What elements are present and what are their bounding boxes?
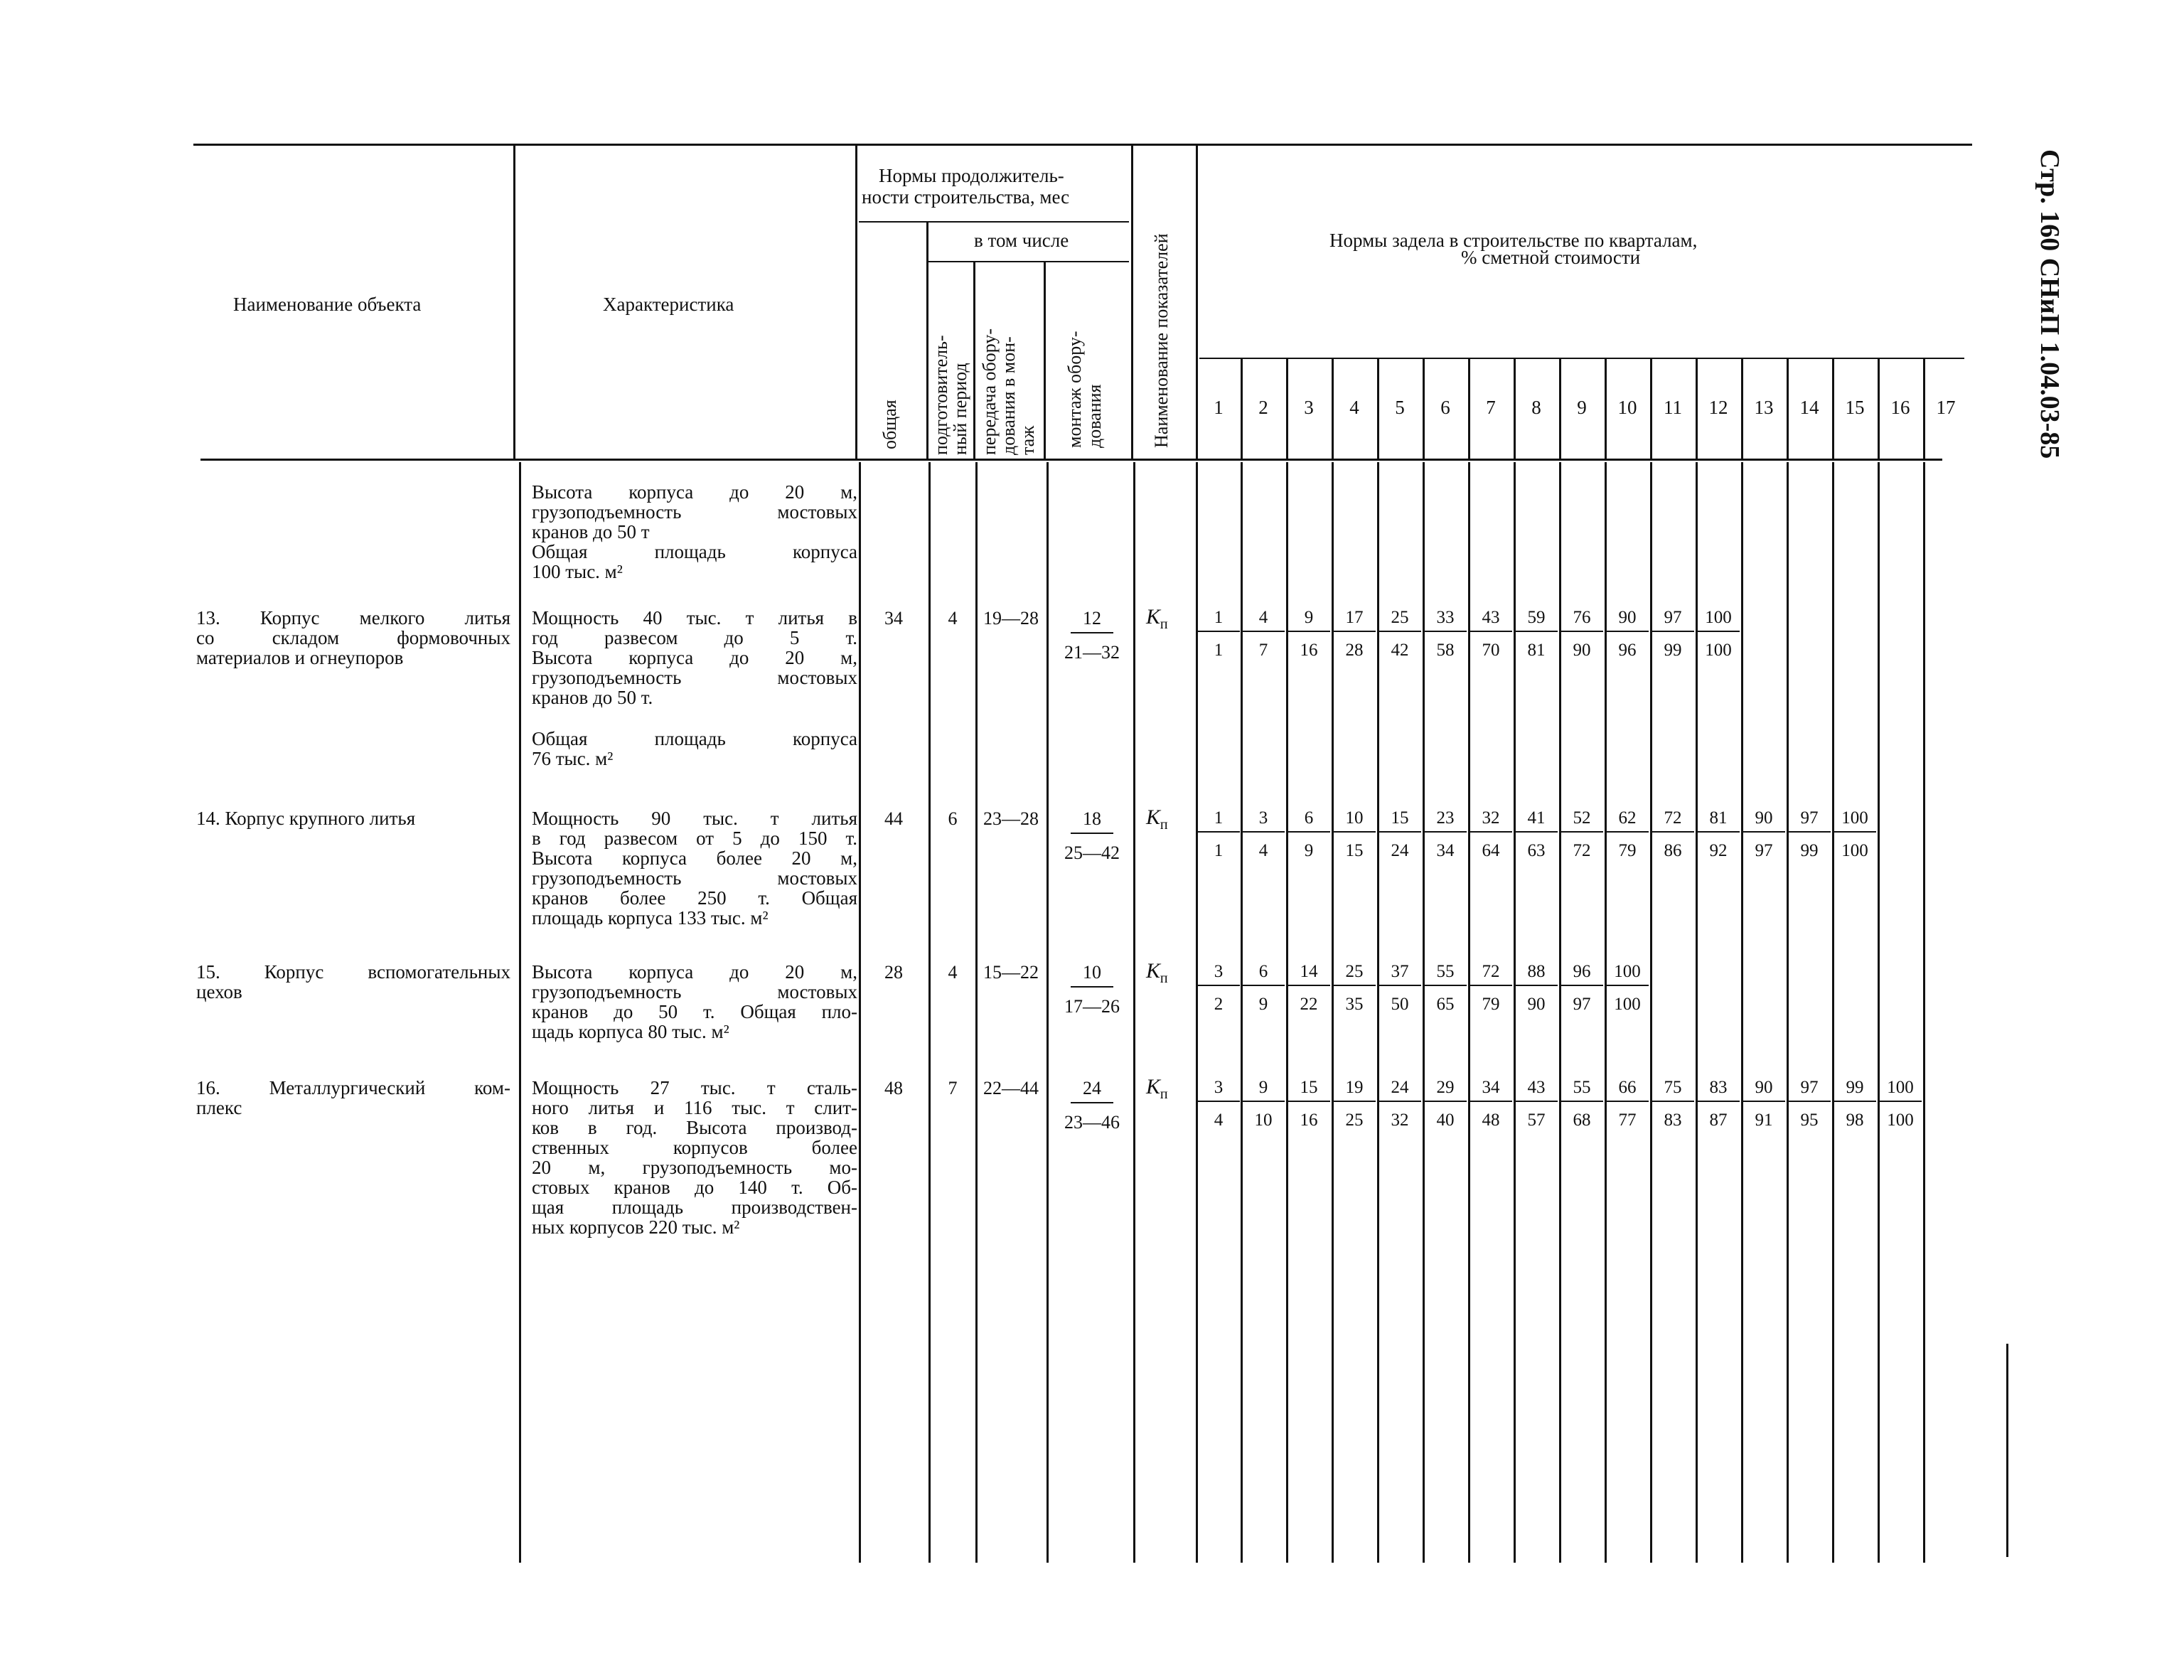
quarter-value: [1197, 1078, 1240, 1130]
quarter-value-bottom: 1: [1214, 641, 1224, 660]
duration-install: [1056, 1078, 1128, 1133]
header-transfer-1: передача обору-: [979, 328, 1000, 455]
quarter-number: 10: [1617, 397, 1637, 418]
quarter-value-top: 81: [1697, 808, 1740, 833]
indicator-letter: К: [1146, 1075, 1160, 1098]
quarter-value-bottom: 50: [1391, 995, 1409, 1014]
quarter-value-top: 1: [1197, 608, 1240, 632]
header-incl: в том числе: [974, 230, 1069, 251]
install-main: 10: [1071, 962, 1113, 988]
duration-prep: 6: [948, 808, 958, 829]
characteristic-line: стовых кранов до 140 т. Об-: [532, 1177, 857, 1198]
characteristic-line: 76 тыс. м²: [532, 748, 614, 769]
quarter-value-bottom: 70: [1482, 641, 1500, 660]
install-main: 24: [1071, 1078, 1113, 1103]
quarter-value: [1197, 808, 1240, 861]
indicator-subscript: п: [1160, 1086, 1168, 1102]
quarter-number: 4: [1349, 397, 1359, 418]
quarter-value-bottom: 4: [1258, 841, 1268, 860]
quarter-value-bottom: 9: [1304, 841, 1314, 860]
quarter-value: [1242, 608, 1285, 660]
quarter-value: [1333, 608, 1376, 660]
quarter-value: [1561, 608, 1603, 660]
quarter-value: [1379, 608, 1421, 660]
quarter-value-bottom: 16: [1300, 641, 1318, 660]
quarter-value-top: 24: [1379, 1078, 1421, 1102]
quarter-value-bottom: 92: [1709, 841, 1728, 860]
duration-total: 28: [884, 962, 903, 983]
quarter-value-top: 72: [1652, 808, 1694, 833]
quarter-value: [1470, 962, 1512, 1015]
object-name: [196, 1078, 510, 1118]
quarter-value: [1379, 1078, 1421, 1130]
quarter-value-bottom: 86: [1664, 841, 1682, 860]
characteristic-line: ного литья и 116 тыс. т слит-: [532, 1097, 857, 1118]
quarter-value-top: 59: [1515, 608, 1558, 632]
quarter-value: [1424, 1078, 1467, 1130]
quarter-value: [1470, 808, 1512, 861]
intro-line: 100 тыс. м²: [532, 561, 623, 582]
quarter-value-bottom: 99: [1800, 841, 1819, 860]
quarter-value: [1242, 808, 1285, 861]
quarter-value-top: 90: [1606, 608, 1649, 632]
quarter-value-top: 62: [1606, 808, 1649, 833]
quarter-value-top: 15: [1288, 1078, 1330, 1102]
quarter-value-top: 97: [1788, 808, 1831, 833]
quarter-value-top: 99: [1834, 1078, 1876, 1102]
quarter-value: [1697, 608, 1740, 660]
quarter-value-bottom: 87: [1709, 1111, 1728, 1130]
quarter-value-bottom: 68: [1573, 1111, 1591, 1130]
quarter-value: [1697, 808, 1740, 861]
quarter-value: [1788, 808, 1831, 861]
quarter-value-bottom: 100: [1841, 841, 1868, 860]
quarter-value-bottom: 40: [1436, 1111, 1455, 1130]
quarter-value-top: 25: [1333, 962, 1376, 986]
quarter-value-bottom: 79: [1482, 995, 1500, 1014]
object-characteristic: [532, 808, 857, 928]
object-name-line: 16. Металлургический ком-: [196, 1077, 510, 1098]
quarter-value-top: 33: [1424, 608, 1467, 632]
indicator-subscript: п: [1160, 970, 1168, 986]
quarter-value: [1697, 1078, 1740, 1130]
quarter-value-top: 90: [1743, 1078, 1785, 1102]
indicator-subscript: п: [1160, 616, 1168, 632]
quarter-value: [1379, 962, 1421, 1015]
quarter-value: [1652, 808, 1694, 861]
quarter-value-bottom: 96: [1618, 641, 1637, 660]
quarter-number: 8: [1531, 397, 1541, 418]
quarter-number: 17: [1936, 397, 1956, 418]
quarter-value-top: 43: [1515, 1078, 1558, 1102]
indicator-letter: К: [1146, 806, 1160, 829]
quarter-value: [1470, 608, 1512, 660]
indicator-subscript: п: [1160, 817, 1168, 833]
object-name: [196, 962, 510, 1002]
object-name-line: 14. Корпус крупного литья: [196, 808, 416, 829]
header-duration-line1: Нормы продолжитель-: [879, 165, 1064, 186]
quarter-value-top: 72: [1470, 962, 1512, 986]
characteristic-line: ков в год. Высота производ-: [532, 1117, 857, 1138]
quarter-value-top: 55: [1561, 1078, 1603, 1102]
header-name: Наименование объекта: [233, 294, 422, 315]
quarter-value-bottom: 99: [1664, 641, 1682, 660]
quarter-value-top: 3: [1242, 808, 1285, 833]
header-backlog-line1: Нормы задела в строительстве по кварталам,: [1329, 230, 1698, 251]
quarter-value-top: 97: [1788, 1078, 1831, 1102]
quarter-number: 15: [1845, 397, 1865, 418]
quarter-value-bottom: 65: [1436, 995, 1455, 1014]
quarter-value: [1333, 1078, 1376, 1130]
install-range: 25—42: [1064, 842, 1120, 863]
header-prep-1: подготовитель-: [931, 335, 951, 455]
quarter-value: [1606, 808, 1649, 861]
quarter-number: 16: [1890, 397, 1910, 418]
quarter-value: [1424, 808, 1467, 861]
quarter-value: [1288, 1078, 1330, 1130]
intro-line: Общая площадь корпуса: [532, 541, 857, 562]
object-name-line: цехов: [196, 981, 242, 1002]
quarter-value-top: 23: [1424, 808, 1467, 833]
duration-transfer: 23—28: [983, 808, 1039, 829]
characteristic-line: Высота корпуса более 20 м,: [532, 847, 857, 869]
quarter-value: [1424, 608, 1467, 660]
characteristic-line: Мощность 90 тыс. т литья: [532, 808, 857, 829]
header-duration-line2: ности строительства, мес: [862, 186, 1070, 208]
object-name-line: 15. Корпус вспомогательных: [196, 961, 510, 983]
quarter-number: 11: [1664, 397, 1682, 418]
header-backlog-line2: % сметной стоимости: [1461, 247, 1641, 268]
quarter-value-bottom: 34: [1436, 841, 1455, 860]
quarter-value-bottom: 25: [1345, 1111, 1364, 1130]
quarter-value-top: 4: [1242, 608, 1285, 632]
quarter-value-top: 3: [1197, 1078, 1240, 1102]
characteristic-line: год развесом до 5 т.: [532, 627, 857, 648]
quarter-value: [1515, 608, 1558, 660]
quarter-value-top: 100: [1879, 1078, 1922, 1102]
quarter-value: [1606, 1078, 1649, 1130]
quarter-value-top: 100: [1834, 808, 1876, 833]
indicator-kp: [1146, 806, 1168, 833]
quarter-value: [1288, 808, 1330, 861]
quarter-value-bottom: 97: [1573, 995, 1591, 1014]
indicator-kp: [1146, 1075, 1168, 1103]
header-prep-2: ный период: [950, 363, 970, 455]
install-range: 21—32: [1064, 642, 1120, 663]
quarter-value-bottom: 91: [1755, 1111, 1773, 1130]
page-label: Стр. 160 СНиП 1.04.03-85: [2035, 149, 2065, 459]
object-name: [196, 608, 510, 668]
quarter-value: [1561, 1078, 1603, 1130]
quarter-value-bottom: 79: [1618, 841, 1637, 860]
characteristic-line: площадь корпуса 133 тыс. м²: [532, 907, 769, 929]
indicator-kp: [1146, 959, 1168, 987]
quarter-value-bottom: 100: [1887, 1111, 1914, 1130]
quarter-value: [1515, 962, 1558, 1015]
quarter-value-top: 15: [1379, 808, 1421, 833]
characteristic-line: кранов до 50 т.: [532, 687, 653, 708]
quarter-value-bottom: 98: [1846, 1111, 1864, 1130]
quarter-number: 12: [1708, 397, 1728, 418]
characteristic-line: Мощность 27 тыс. т сталь-: [532, 1077, 857, 1098]
characteristic-line: кранов до 50 т. Общая пло-: [532, 1001, 857, 1022]
characteristic-line: щая площадь производствен-: [532, 1197, 857, 1218]
quarter-value-bottom: 35: [1345, 995, 1364, 1014]
object-name-line: 13. Корпус мелкого литья: [196, 607, 510, 628]
quarter-value-bottom: 77: [1618, 1111, 1637, 1130]
characteristic-line: грузоподъемность мостовых: [532, 981, 857, 1002]
quarter-number: 2: [1258, 397, 1268, 418]
quarter-value-bottom: 48: [1482, 1111, 1500, 1130]
quarter-value-top: 100: [1697, 608, 1740, 632]
characteristic-line: Общая площадь корпуса: [532, 728, 857, 749]
duration-prep: 7: [948, 1078, 958, 1098]
duration-prep: 4: [948, 962, 958, 983]
intro-line: грузоподъемность мостовых: [532, 501, 857, 523]
quarter-value-top: 29: [1424, 1078, 1467, 1102]
quarter-value: [1242, 962, 1285, 1015]
header-transfer-2: дования в мон-: [998, 336, 1019, 455]
quarter-value-bottom: 63: [1527, 841, 1546, 860]
quarter-value: [1606, 962, 1649, 1015]
indicator-kp: [1146, 605, 1168, 633]
quarter-number: 14: [1799, 397, 1819, 418]
quarter-value: [1470, 1078, 1512, 1130]
quarter-value: [1197, 962, 1240, 1015]
quarter-value-top: 10: [1333, 808, 1376, 833]
duration-install: [1056, 608, 1128, 663]
quarter-value-bottom: 95: [1800, 1111, 1819, 1130]
quarter-value-bottom: 4: [1214, 1111, 1224, 1130]
quarter-value: [1288, 608, 1330, 660]
intro-line: кранов до 50 т: [532, 521, 650, 542]
quarter-value-top: 14: [1288, 962, 1330, 986]
quarter-value: [1242, 1078, 1285, 1130]
quarter-value-top: 83: [1697, 1078, 1740, 1102]
quarter-value-bottom: 15: [1345, 841, 1364, 860]
quarter-value-top: 37: [1379, 962, 1421, 986]
object-name-line: материалов и огнеупоров: [196, 647, 404, 668]
quarter-value-top: 88: [1515, 962, 1558, 986]
header-characteristic: Характеристика: [603, 294, 734, 315]
install-range: 23—46: [1064, 1112, 1120, 1133]
quarter-number: 13: [1754, 397, 1774, 418]
quarter-value-top: 34: [1470, 1078, 1512, 1102]
quarter-value: [1333, 962, 1376, 1015]
quarter-value-top: 19: [1333, 1078, 1376, 1102]
quarter-value-bottom: 90: [1573, 641, 1591, 660]
quarter-value-top: 6: [1242, 962, 1285, 986]
quarter-value-bottom: 100: [1614, 995, 1641, 1014]
quarter-value: [1515, 808, 1558, 861]
quarter-value: [1743, 808, 1785, 861]
quarter-value: [1379, 808, 1421, 861]
quarter-value-top: 9: [1288, 608, 1330, 632]
quarter-value-bottom: 16: [1300, 1111, 1318, 1130]
duration-total: 48: [884, 1078, 903, 1098]
characteristic-line: 20 м, грузоподъемность мо-: [532, 1157, 857, 1178]
characteristic-line: грузоподъемность мостовых: [532, 667, 857, 688]
quarter-value: [1424, 962, 1467, 1015]
quarter-value-top: 90: [1743, 808, 1785, 833]
header-install-1: монтаж обору-: [1064, 331, 1085, 448]
quarter-value-top: 52: [1561, 808, 1603, 833]
quarter-value: [1879, 1078, 1922, 1130]
quarter-value-top: 43: [1470, 608, 1512, 632]
quarter-value: [1333, 808, 1376, 861]
characteristic-line: кранов более 250 т. Общая: [532, 887, 857, 909]
characteristic-line: в год развесом от 5 до 150 т.: [532, 828, 857, 849]
intro-line: Высота корпуса до 20 м,: [532, 481, 857, 503]
quarter-value-bottom: 22: [1300, 995, 1318, 1014]
quarter-value-top: 9: [1242, 1078, 1285, 1102]
quarter-value-bottom: 57: [1527, 1111, 1546, 1130]
quarter-value-bottom: 83: [1664, 1111, 1682, 1130]
object-characteristic-extra: [532, 729, 857, 769]
object-characteristic: [532, 962, 857, 1042]
quarter-value-bottom: 81: [1527, 641, 1546, 660]
quarter-value-top: 1: [1197, 808, 1240, 833]
object-name: [196, 808, 510, 828]
quarter-value: [1561, 808, 1603, 861]
duration-install: [1056, 962, 1128, 1017]
indicator-letter: К: [1146, 959, 1160, 983]
quarter-value-top: 25: [1379, 608, 1421, 632]
quarter-value-bottom: 32: [1391, 1111, 1409, 1130]
quarter-value-top: 96: [1561, 962, 1603, 986]
quarter-number: 6: [1440, 397, 1450, 418]
characteristic-line: ных корпусов 220 тыс. м²: [532, 1216, 740, 1238]
install-main: 12: [1071, 608, 1113, 633]
quarter-value-top: 75: [1652, 1078, 1694, 1102]
characteristic-line: Высота корпуса до 20 м,: [532, 647, 857, 668]
header-indicator: Наименование показателей: [1151, 233, 1172, 448]
quarter-value-top: 97: [1652, 608, 1694, 632]
object-characteristic: [532, 1078, 857, 1237]
quarter-value: [1606, 608, 1649, 660]
quarter-value-top: 76: [1561, 608, 1603, 632]
quarter-value-top: 17: [1333, 608, 1376, 632]
install-main: 18: [1071, 808, 1113, 834]
duration-transfer: 19—28: [983, 608, 1039, 628]
object-name-line: со складом формовочных: [196, 627, 510, 648]
duration-install: [1056, 808, 1128, 864]
object-name-line: плекс: [196, 1097, 242, 1118]
quarter-value: [1743, 1078, 1785, 1130]
quarter-value-bottom: 28: [1345, 641, 1364, 660]
quarter-value-top: 6: [1288, 808, 1330, 833]
quarter-value-bottom: 72: [1573, 841, 1591, 860]
duration-prep: 4: [948, 608, 958, 628]
quarter-value: [1834, 1078, 1876, 1130]
duration-transfer: 22—44: [983, 1078, 1039, 1098]
quarter-value: [1515, 1078, 1558, 1130]
quarter-value: [1197, 608, 1240, 660]
characteristic-line: Мощность 40 тыс. т литья в: [532, 607, 857, 628]
quarter-value-bottom: 9: [1258, 995, 1268, 1014]
quarter-value-bottom: 58: [1436, 641, 1455, 660]
quarter-value-bottom: 2: [1214, 995, 1224, 1014]
quarter-value-bottom: 24: [1391, 841, 1409, 860]
quarter-number: 7: [1486, 397, 1496, 418]
quarter-value: [1834, 808, 1876, 861]
quarter-value-top: 32: [1470, 808, 1512, 833]
characteristic-line: щадь корпуса 80 тыс. м²: [532, 1021, 729, 1042]
quarter-value-bottom: 100: [1705, 641, 1732, 660]
header-transfer-3: таж: [1017, 425, 1038, 455]
quarter-value-bottom: 1: [1214, 841, 1224, 860]
characteristic-line: Высота корпуса до 20 м,: [532, 961, 857, 983]
quarter-value-top: 66: [1606, 1078, 1649, 1102]
quarter-value: [1288, 962, 1330, 1015]
header-total: общая: [879, 400, 900, 449]
duration-total: 34: [884, 608, 903, 628]
characteristic-line: ственных корпусов более: [532, 1137, 857, 1158]
object-characteristic: [532, 608, 857, 707]
quarter-number: 3: [1304, 397, 1314, 418]
quarter-number: 5: [1395, 397, 1405, 418]
duration-total: 44: [884, 808, 903, 829]
quarter-value-bottom: 7: [1258, 641, 1268, 660]
quarter-value-bottom: 42: [1391, 641, 1409, 660]
quarter-value-top: 100: [1606, 962, 1649, 986]
quarter-value: [1788, 1078, 1831, 1130]
quarter-value: [1652, 1078, 1694, 1130]
quarter-value-top: 3: [1197, 962, 1240, 986]
quarter-number: 1: [1214, 397, 1224, 418]
indicator-letter: К: [1146, 605, 1160, 628]
quarter-value-top: 55: [1424, 962, 1467, 986]
quarter-value: [1561, 962, 1603, 1015]
quarter-value-bottom: 10: [1254, 1111, 1273, 1130]
quarter-value-bottom: 97: [1755, 841, 1773, 860]
header-install-2: дования: [1084, 384, 1105, 448]
install-range: 17—26: [1064, 996, 1120, 1017]
quarter-value-bottom: 64: [1482, 841, 1500, 860]
quarter-value: [1652, 608, 1694, 660]
characteristic-line: грузоподъемность мостовых: [532, 867, 857, 889]
quarter-value-bottom: 90: [1527, 995, 1546, 1014]
duration-transfer: 15—22: [983, 962, 1039, 983]
quarter-number: 9: [1577, 397, 1587, 418]
quarter-value-top: 41: [1515, 808, 1558, 833]
